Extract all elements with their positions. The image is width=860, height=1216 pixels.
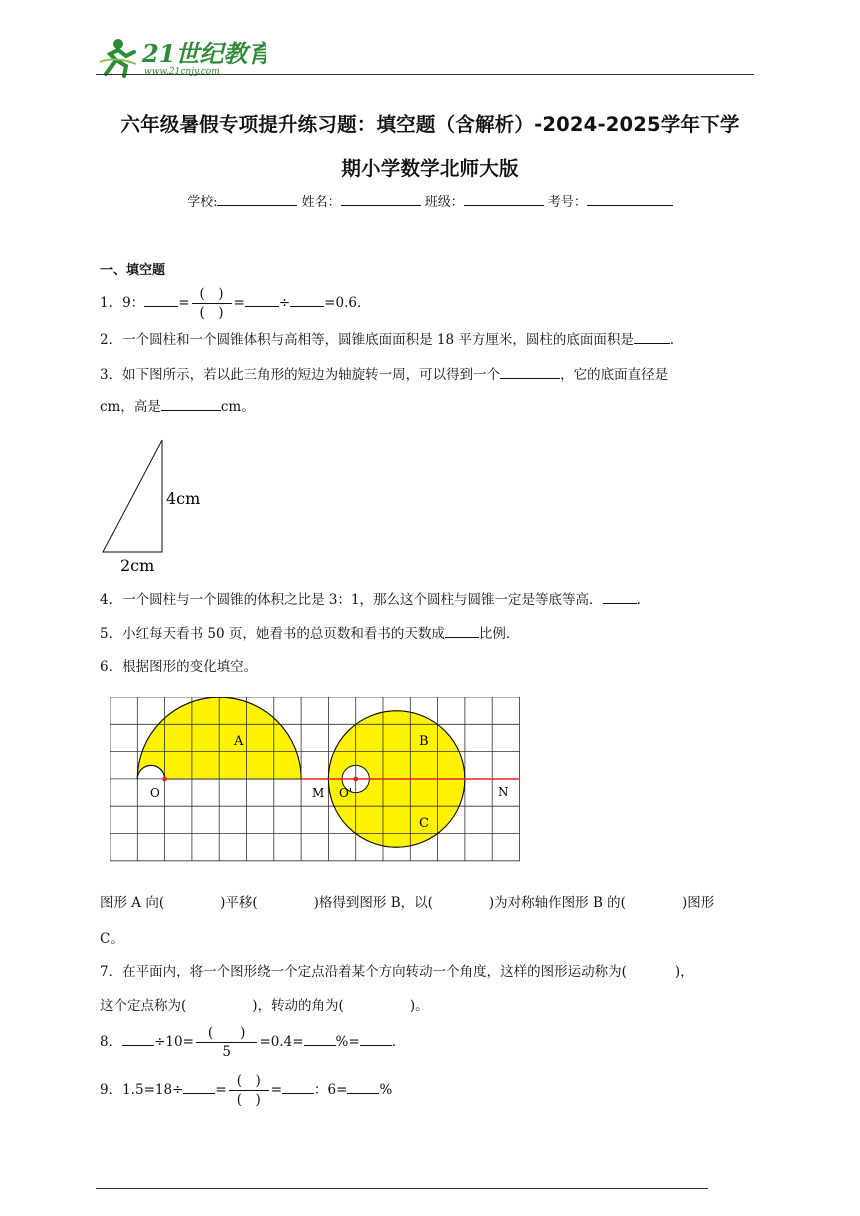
school-blank[interactable]: [217, 193, 297, 206]
question-2: 2．一个圆柱和一个圆锥体积与高相等，圆锥底面面积是 18 平方厘米，圆柱的底面面积是 ．: [100, 332, 684, 348]
q1-fraction: $\frac{( )}{( )}$: [192, 285, 232, 322]
question-4: 4．一个圆柱与一个圆锥的体积之比是 3：1，那么这个圆柱与圆锥一定是等底等高． ．: [100, 592, 651, 608]
question-9: 9．1.5=18÷ = $\frac{( )}{( )}$ = ：6= %: [100, 1073, 393, 1108]
question-6-fill: 图形 A 向( )平移( )格得到图形 B，以( )为对称轴作图形 B 的( )图形: [100, 895, 715, 911]
class-label: 班级：: [424, 195, 464, 210]
q8-blank-1[interactable]: [122, 1032, 154, 1046]
question-6: 6．根据图形的变化填空。: [100, 659, 258, 675]
q1-blank-3[interactable]: [290, 293, 324, 307]
point-O: [162, 777, 167, 782]
question-1: 1．9： = $\frac{( )}{( )}$ = ÷ =0.6．: [100, 286, 371, 321]
q6-grid-figure: [110, 697, 522, 865]
q8-blank-2[interactable]: [304, 1032, 336, 1046]
q1-blank-1[interactable]: [144, 293, 178, 307]
label-C: C: [419, 816, 429, 831]
name-label: 姓名：: [301, 195, 341, 210]
q2-blank[interactable]: [634, 330, 670, 344]
label-O: O: [150, 786, 160, 800]
q1-blank-2[interactable]: [245, 293, 279, 307]
doc-title-line1: 六年级暑假专项提升练习题：填空题（含解析）-2024-2025学年下学: [120, 113, 740, 136]
header-divider: [96, 74, 754, 75]
logo-url: www.21cnjy.com: [144, 67, 220, 77]
label-A: A: [234, 734, 244, 749]
q3-height-label: 4cm: [166, 489, 201, 508]
q3-blank-2[interactable]: [161, 397, 221, 411]
question-3-line2: cm，高是 cm。: [100, 399, 255, 415]
q8-blank-3[interactable]: [360, 1032, 392, 1046]
q9-blank-1[interactable]: [183, 1080, 215, 1094]
q8-fraction: $\frac{( )}{5}$: [196, 1024, 258, 1061]
q9-blank-2[interactable]: [282, 1080, 314, 1094]
q5-blank[interactable]: [445, 624, 479, 638]
label-O-prime: O': [339, 786, 353, 800]
question-7: 7．在平面内，将一个图形绕一个定点沿着某个方向转动一个角度，这样的图形运动称为( )，: [100, 964, 694, 980]
class-blank[interactable]: [464, 193, 544, 206]
q3-base-label: 2cm: [120, 556, 155, 575]
logo-text: 21世纪教育: [142, 39, 266, 68]
q3-triangle-figure: [96, 432, 216, 578]
name-blank[interactable]: [341, 193, 421, 206]
question-8: 8． ÷10= $\frac{( )}{5}$ =0.4= %= ．: [100, 1025, 406, 1060]
exam-no-label: 考号：: [547, 195, 587, 210]
question-3: 3．如下图所示，若以此三角形的短边为轴旋转一周，可以得到一个 ，它的底面直径是: [100, 367, 669, 383]
doc-title-line2: 期小学数学北师大版: [341, 157, 519, 180]
point-O2: [353, 777, 358, 782]
label-M: M: [312, 786, 325, 800]
question-6-fill-line2: C。: [100, 931, 124, 947]
question-5: 5．小红每天看书 50 页，她看书的总页数和看书的天数成 比例．: [100, 626, 520, 642]
student-info: [60, 191, 800, 210]
q9-blank-3[interactable]: [347, 1080, 379, 1094]
q4-blank[interactable]: [603, 590, 637, 604]
question-7-line2: 这个定点称为( )，转动的角为( )。: [100, 998, 429, 1014]
q9-fraction: $\frac{( )}{( )}$: [229, 1072, 269, 1109]
footer-divider: [96, 1188, 708, 1189]
label-N: N: [498, 785, 509, 799]
label-B: B: [419, 734, 429, 749]
exam-no-blank[interactable]: [587, 193, 673, 206]
school-label: 学校:: [187, 195, 218, 210]
section-heading: 一、填空题: [100, 263, 166, 278]
q3-blank-1[interactable]: [500, 365, 560, 379]
